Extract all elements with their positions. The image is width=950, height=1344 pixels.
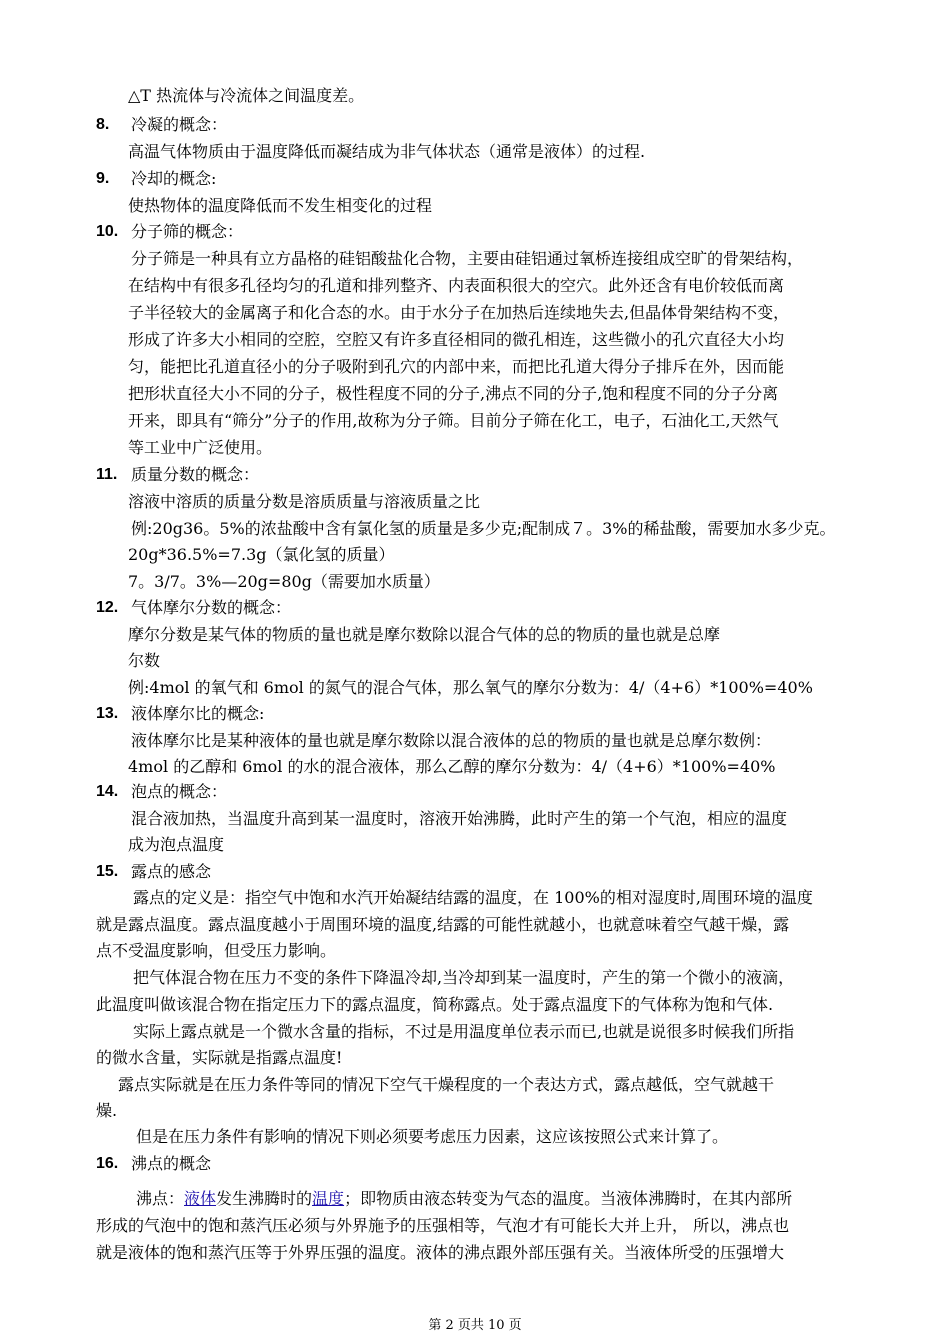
paragraph-line: 高温气体物质由于温度降低而凝结成为非气体状态（通常是液体）的过程. <box>128 142 646 161</box>
paragraph-line: 例:20g36。5%的浓盐酸中含有氯化氢的质量是多少克;配制成７。3%的稀盐酸，需要加水多少克。 <box>131 519 836 538</box>
paragraph-line: 的微水含量，实际就是指露点温度! <box>96 1048 343 1067</box>
paragraph-line: 使热物体的温度降低而不发生相变化的过程 <box>128 196 433 215</box>
paragraph-line: 开来，即具有“筛分”分子的作用,故称为分子筛。目前分子筛在化工，电子，石油化工,天然气 <box>128 411 779 430</box>
boiling-point-label: 沸点： <box>136 1189 185 1208</box>
paragraph-line: 点不受温度影响，但受压力影响。 <box>96 941 337 960</box>
paragraph-line: 分子筛是一种具有立方晶格的硅铝酸盐化合物，主要由硅铝通过氧桥连接组成空旷的骨架结构， <box>131 249 804 268</box>
paragraph-line: 4mol 的乙醇和 6mol 的水的混合液体，那么乙醇的摩尔分数为：4/（4+6）*100%=40% <box>128 757 776 776</box>
paragraph-line: 但是在压力条件有影响的情况下则必须要考虑压力因素，这应该按照公式来计算了。 <box>136 1127 729 1146</box>
section-number: 10. <box>96 223 119 240</box>
paragraph-line: 把形状直径大小不同的分子，极性程度不同的分子,沸点不同的分子,饱和程度不同的分子分离 <box>128 384 779 403</box>
section-number: 15. <box>96 863 119 880</box>
boiling-text-rest: ；即物质由液态转变为气态的温度。当液体沸腾时，在其内部所 <box>344 1189 793 1208</box>
paragraph-line: 实际上露点就是一个微水含量的指标，不过是用温度单位表示而已,也就是说很多时候我们所指 <box>133 1022 795 1041</box>
paragraph-line: 等工业中广泛使用。 <box>128 438 273 457</box>
section-title: 冷却的概念: <box>131 169 217 188</box>
section-title: 泡点的概念： <box>131 782 228 801</box>
section-title: 冷凝的概念： <box>131 115 228 134</box>
paragraph-line: 尔数 <box>128 651 161 670</box>
temperature-link[interactable]: 温度 <box>312 1189 345 1208</box>
paragraph-line: 20g*36.5%=7.3g（氯化氢的质量） <box>128 545 395 564</box>
paragraph-line: △T 热流体与冷流体之间温度差。 <box>128 86 365 105</box>
section-title: 液体摩尔比的概念: <box>131 704 265 723</box>
paragraph-line: 露点实际就是在压力条件等同的情况下空气干燥程度的一个表达方式，露点越低，空气就越干 <box>118 1075 775 1094</box>
section-number: 9. <box>96 170 110 187</box>
paragraph-line: 在结构中有很多孔径均匀的孔道和排列整齐、内表面积很大的空穴。此外还含有电价较低而离 <box>128 276 785 295</box>
paragraph-line: 子半径较大的金属离子和化合态的水。由于水分子在加热后连续地失去,但晶体骨架结构不变， <box>128 303 790 322</box>
section-number: 13. <box>96 705 119 722</box>
paragraph-line: 露点的定义是：指空气中饱和水汽开始凝结结露的温度，在 100%的相对湿度时,周围环境的温度 <box>133 888 813 907</box>
paragraph-line: 混合液加热，当温度升高到某一温度时，溶液开始沸腾，此时产生的第一个气泡，相应的温度 <box>131 809 788 828</box>
paragraph-line: 溶液中溶质的质量分数是溶质质量与溶液质量之比 <box>128 492 481 511</box>
paragraph-line: 例:4mol 的氧气和 6mol 的氮气的混合气体，那么氧气的摩尔分数为：4/（4+6）*100%=40% <box>128 678 813 697</box>
section-number: 14. <box>96 783 119 800</box>
page-footer: 第 2 页共 10 页 <box>428 1318 522 1333</box>
paragraph-line: 此温度叫做该混合物在指定压力下的露点温度，简称露点。处于露点温度下的气体称为饱和气体. <box>96 995 774 1014</box>
paragraph-line: 就是液体的饱和蒸汽压等于外界压强的温度。液体的沸点跟外部压强有关。当液体所受的压强增大 <box>96 1243 785 1262</box>
section-title: 气体摩尔分数的概念： <box>131 598 292 617</box>
boiling-text-mid: 发生沸腾时的 <box>216 1189 313 1208</box>
section-number: 8. <box>96 116 110 133</box>
paragraph-line: 7。3/7。3%—20g=80g（需要加水质量） <box>128 572 440 591</box>
paragraph-line: 形成的气泡中的饱和蒸汽压必须与外界施予的压强相等，气泡才有可能长大并上升， 所以，沸点也 <box>96 1216 790 1235</box>
section-number: 16. <box>96 1155 119 1172</box>
paragraph-line: 燥. <box>96 1101 118 1120</box>
boiling-point-definition-line <box>136 1189 792 1209</box>
paragraph-line: 摩尔分数是某气体的物质的量也就是摩尔数除以混合气体的总的物质的量也就是总摩 <box>128 625 721 644</box>
section-number: 12. <box>96 599 119 616</box>
paragraph-line: 液体摩尔比是某种液体的量也就是摩尔数除以混合液体的总的物质的量也就是总摩尔数例： <box>131 731 772 750</box>
paragraph-line: 匀，能把比孔道直径小的分子吸附到孔穴的内部中来，而把比孔道大得分子排斥在外，因而能 <box>128 357 785 376</box>
section-title: 分子筛的概念： <box>131 222 244 241</box>
section-title: 沸点的概念 <box>131 1154 212 1173</box>
paragraph-line: 形成了许多大小相同的空腔，空腔又有许多直径相同的微孔相连，这些微小的孔穴直径大小均 <box>128 330 785 349</box>
paragraph-line: 成为泡点温度 <box>128 835 225 854</box>
paragraph-line: 就是露点温度。露点温度越小于周围环境的温度,结露的可能性就越小，也就意味着空气越干燥，露 <box>96 915 790 934</box>
section-number: 11. <box>96 466 118 483</box>
section-title: 露点的感念 <box>131 862 212 881</box>
section-title: 质量分数的概念： <box>131 465 260 484</box>
paragraph-line: 把气体混合物在压力不变的条件下降温冷却,当冷却到某一温度时，产生的第一个微小的液滴， <box>133 968 795 987</box>
liquid-link[interactable]: 液体 <box>184 1189 217 1208</box>
